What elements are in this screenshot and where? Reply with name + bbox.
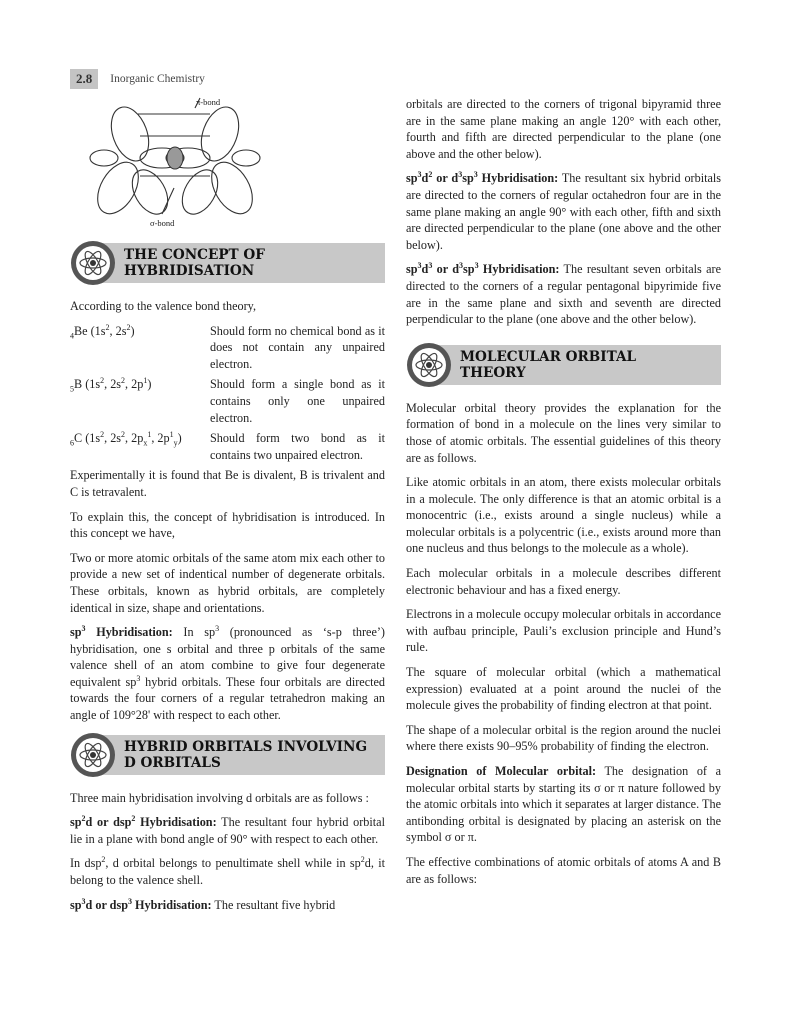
section-heading-hybridisation <box>70 240 385 286</box>
section-title-line2: THEORY <box>460 364 526 381</box>
section-heading-d-orbitals <box>70 732 385 778</box>
atom-icon <box>406 342 452 388</box>
page-header <box>70 69 205 89</box>
paragraph: To explain this, the concept of hybridisation is introduced. In this concept we have, <box>70 509 385 541</box>
paragraph: Like atomic orbitals in an atom, there exists molecular orbitals in a molecule. The only difference is that an atomic orbital is a monocentric (i.e., exists around a single nucleus) while a molecular orbitals is a polycentric (i.e., exists around more than one nucleus and thus belongs to the molecule as a whole). <box>406 475 721 556</box>
paragraph: Each molecular orbitals in a molecule describes different electronic behaviour and has a fixed energy. <box>406 566 721 597</box>
atom-icon <box>70 240 116 286</box>
hybrid-orbital-diagram <box>70 96 385 236</box>
section-title-line2: HYBRIDISATION <box>124 263 255 279</box>
section-title-line1: MOLECULAR ORBITAL <box>460 348 637 365</box>
paragraph: Molecular orbital theory provides the explanation for the formation of bond in a molecule on the lines very similar to those of atomic orbitals. The essential guidelines of this theory are as follows. <box>406 400 721 465</box>
config-row-c: $_6$C ($1s^2$, $2s^2$, $2p_x^1$, $2p^1_y$) Should form two bond as it contains two unpaired electron. <box>70 430 385 462</box>
orbital-figure <box>70 96 385 236</box>
paragraph-sp3d2: $sp^3d^2$ or $d^3sp^3$ Hybridisation: The resultant six hybrid orbitals are directed to the corners of regular octahedron four are in the same plane making an angle 90° with each other, fifth and sixth are directed perpendicular to the plane (one above and the other below). <box>406 170 722 252</box>
atom-icon <box>70 732 116 778</box>
paragraph: The square of molecular orbital (which a mathematical expression) evaluated at a point around the nuclei of the molecule gives the probability of finding electron at that point. <box>406 665 721 713</box>
config-row-b: $_5$B ($1s^2$, $2s^2$, $2p^1$) Should form a single bond as it contains only one unpaired electron. <box>70 376 385 425</box>
section-title-line2: D ORBITALS <box>124 754 221 771</box>
paragraph-sp3d3: $sp^3d^3$ or $d^3sp^3$ Hybridisation: The resultant seven orbitals are directed to the corners of a regular pentagonal bipyrimide five are in the same plane and sixth and seventh are directed perpendicular to the plane (one above and the other below). <box>406 261 721 327</box>
sigma-bond-label: σ-bond <box>150 218 175 228</box>
right-column <box>406 96 721 895</box>
page-number: 2.8 <box>70 69 98 89</box>
paragraph-sp3: $sp^3$ Hybridisation: In $sp^3$ (pronounced as ‘s-p three’) hybridisation, one s orbital and three p orbitals of the same valence shell of an atom combine to give four degenerate equivalent $sp^3$ hybrid orbitals. These four orbitals are directed towards the four corners of a regular tetrahedron making an angle of 109°28' with respect to each other. <box>70 624 385 723</box>
paragraph: Three main hybridisation involving d orbitals are as follows : <box>70 790 369 805</box>
pi-bond-label: π-bond <box>196 97 221 107</box>
paragraph-sp2d: $sp^2d$ or dsp$^2$ Hybridisation: The resultant four hybrid orbital lie in a plane with bond angle of 90° with respect to each other. <box>70 814 385 846</box>
paragraph: The shape of a molecular orbital is the region around the nuclei where there exists 90–95% probability of finding the electron. <box>406 722 721 754</box>
paragraph: Experimentally it is found that Be is divalent, B is trivalent and C is tetravalent. <box>70 468 385 499</box>
paragraph: orbitals are directed to the corners of trigonal bipyramid three are in the same plane making an angle 120° with each other, fourth and fifth are directed perpendicular to the plane (one above and the other below). <box>406 97 721 161</box>
paragraph: According to the valence bond theory, <box>70 299 257 313</box>
section-title-line1: HYBRID ORBITALS INVOLVING <box>124 738 368 755</box>
section-title-line1: THE CONCEPT OF <box>124 247 265 263</box>
paragraph: Electrons in a molecule occupy molecular orbitals in accordance with aufbau principle, Pauli’s exclusion principle and Hund’s rule. <box>406 607 721 655</box>
left-column <box>70 96 385 921</box>
paragraph: The effective combinations of atomic orbitals of atoms A and B are as follows: <box>406 854 721 886</box>
paragraph-designation: Designation of Molecular orbital: The designation of a molecular orbital starts by starting its σ or π nature followed by the atomic orbitals into which it separates at larger distance. The antibonding orbital is designated by placing an asterisk on the symbol σ or π. <box>406 764 721 845</box>
paragraph: Two or more atomic orbitals of the same atom mix each other to provide a new set of indentical number of degenerate orbitals. These orbitals, known as hybrid orbitals, are completely identical in size, shape and orientations. <box>70 550 385 615</box>
paragraph-dsp2: In dsp$^2$, d orbital belongs to penultimate shell while in $sp^2d$, it belong to the valence shell. <box>70 855 385 888</box>
paragraph-sp3d: $sp^3d$ or dsp$^3$ Hybridisation: The resultant five hybrid <box>70 896 336 912</box>
book-title: Inorganic Chemistry <box>110 73 205 85</box>
config-row-be: $_4$Be ($1s^2$, $2s^2$) Should form no chemical bond as it does not contain any unpaired electron. <box>70 322 385 371</box>
section-heading-mo-theory <box>406 342 721 388</box>
